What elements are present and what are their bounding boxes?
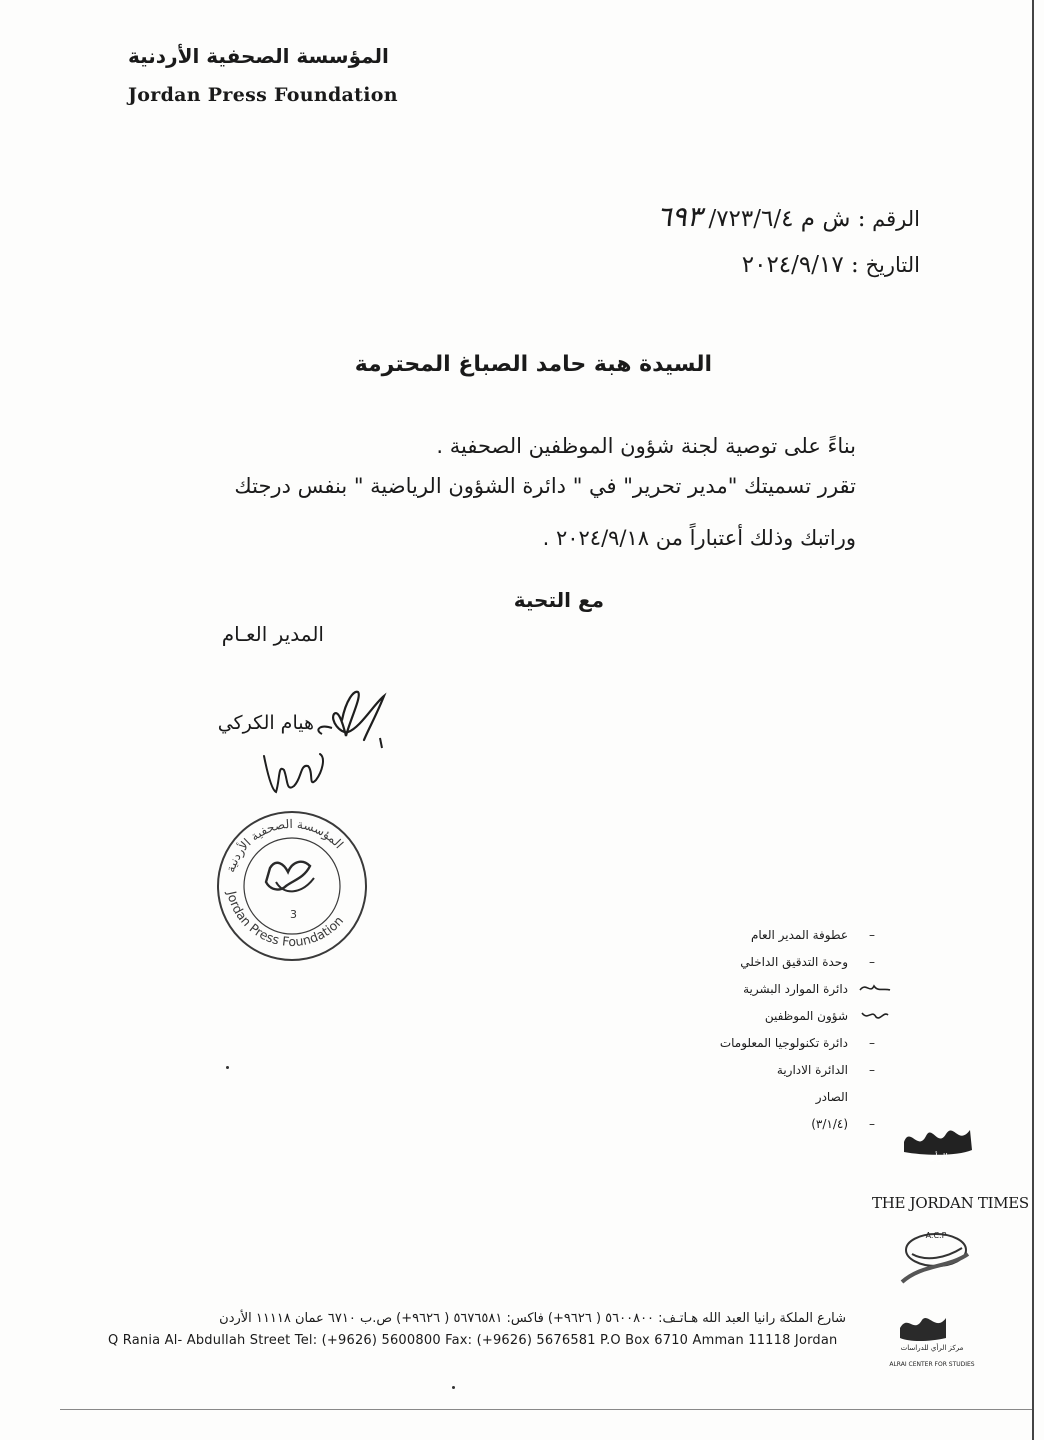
jordan-times-logo: THE JORDAN TIMES — [872, 1194, 1029, 1212]
list-dash: – — [869, 1036, 875, 1050]
reference-label: الرقم — [872, 207, 920, 231]
alrai-logo-text: الرأي — [928, 1153, 948, 1162]
date-line — [742, 252, 920, 278]
footer-address-arabic: شارع الملكة رانيا العبد الله هـاتـف: ٥٦٠٠٨٠٠ ( ٩٦٢٦+) فاكس: ٥٦٧٦٥٨١ ( ٩٦٢٦+) ص.ب ٦٧١٠ عمان ١١١١٨ الأردن — [219, 1311, 846, 1326]
stamp-ring-english: Jordan Press Foundation — [224, 889, 347, 950]
list-item: شؤون الموظفين — [588, 1003, 848, 1030]
body-paragraph-3: وراتبك وذلك أعتباراً من ٢٠٢٤/٩/١٨ . — [542, 526, 856, 550]
footer-address-english: Q Rania Al- Abdullah Street Tel: (+9626) 5600800 Fax: (+9626) 5676581 P.O Box 6710 Amman 11118 Jordan — [108, 1333, 838, 1348]
list-dash: – — [869, 928, 875, 942]
closing-greeting: مع التحية — [513, 588, 604, 612]
scan-speck — [452, 1386, 455, 1389]
org-name-english: Jordan Press Foundation — [128, 84, 398, 106]
reference-handwritten-number: ٦٩٣ — [656, 200, 702, 233]
cc-distribution-list — [588, 922, 875, 1138]
reference-value: : ش م ٧٢٣/٦/٤/ — [708, 206, 866, 232]
stamp-ring-arabic: المؤسسة الصحفية الأردنية — [223, 816, 347, 875]
list-dash: – — [869, 955, 875, 969]
alrai-center-for-studies-logo — [880, 1304, 976, 1374]
page-edge-bottom — [60, 1409, 1032, 1410]
date-label: التاريخ — [865, 253, 920, 277]
list-item: – دائرة تكنولوجيا المعلومات — [588, 1030, 848, 1057]
signatory-name: هيام الكركي — [217, 712, 314, 734]
list-item: دائرة الموارد البشرية — [588, 976, 848, 1003]
signatory-title: المدير العـام — [221, 622, 324, 646]
list-item: – (٣/١/٤) — [588, 1111, 848, 1138]
handwritten-signature — [250, 680, 410, 820]
date-value: : ٢٠٢٤/٩/١٧ — [741, 252, 859, 278]
list-dash: – — [869, 1063, 875, 1077]
center-english-name: ALRAI CENTER FOR STUDIES — [889, 1361, 975, 1368]
list-item: – وحدة التدقيق الداخلي — [588, 949, 848, 976]
page-edge-right — [1032, 0, 1034, 1440]
handwritten-check-mark — [858, 978, 892, 998]
body-paragraph-1: بناءً على توصية لجنة شؤون الموظفين الصحفية . — [436, 434, 856, 458]
foundation-stamp — [210, 806, 374, 966]
acp-logo — [892, 1224, 978, 1288]
salutation: السيدة هبة حامد الصباغ المحترمة — [354, 352, 712, 377]
list-item: – عطوفة المدير العام — [588, 922, 848, 949]
list-item: الصادر — [815, 1090, 848, 1104]
alrai-newspaper-logo — [896, 1112, 980, 1162]
reference-line — [657, 200, 920, 233]
list-dash: – — [869, 1117, 875, 1131]
scan-speck — [226, 1066, 229, 1069]
body-paragraph-2: تقرر تسميتك "مدير تحرير" في " دائرة الشؤون الرياضية " بنفس درجتك — [234, 474, 856, 498]
acp-label: A.C.P — [925, 1231, 947, 1240]
list-item: – الدائرة الادارية — [588, 1057, 848, 1084]
center-arabic-name: مركز الرأي للدراسات — [900, 1344, 964, 1352]
stamp-number: 3 — [290, 908, 297, 921]
handwritten-check-mark — [858, 1005, 892, 1025]
org-name-arabic: المؤسسة الصحفية الأردنية — [128, 44, 389, 68]
